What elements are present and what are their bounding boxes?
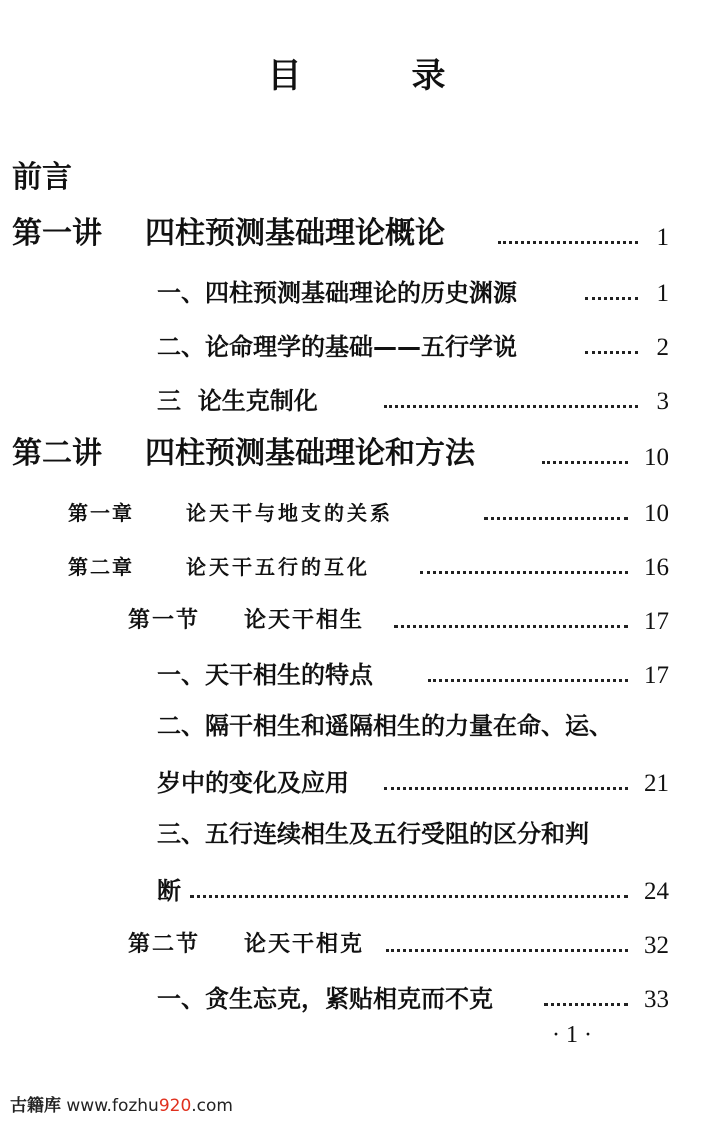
leader-dots: [420, 571, 628, 574]
page-number: 32: [644, 932, 669, 959]
toc-item[interactable]: [0, 646, 713, 690]
lecture-title: 四柱预测基础理论概论: [145, 216, 445, 251]
watermark-url-prefix: www.fozhu: [66, 1096, 159, 1116]
title-char-1: 目: [267, 56, 302, 96]
toc-item-line[interactable]: 二、隔干相生和遥隔相生的力量在命、运、: [157, 712, 613, 740]
leader-dots: [542, 461, 628, 464]
toc-preface[interactable]: 前言: [12, 160, 72, 195]
page-number: 17: [644, 608, 669, 635]
chapter-title: 论天干与地支的关系: [186, 501, 393, 525]
toc-section-2[interactable]: [0, 916, 713, 960]
toc-item[interactable]: [0, 862, 713, 906]
toc-item[interactable]: [0, 754, 713, 798]
leader-dots: [190, 895, 628, 898]
item-title: 三 论生克制化: [157, 387, 318, 415]
leader-dots: [484, 517, 628, 520]
section-number: 第二节: [128, 931, 201, 957]
toc-item[interactable]: [0, 318, 713, 362]
section-number: 第一节: [128, 607, 201, 633]
item-title: 一、贪生忘克，紧贴相克而不克: [157, 985, 493, 1013]
leader-dots: [394, 625, 628, 628]
page-number: 24: [644, 878, 669, 905]
leader-dots: [384, 787, 628, 790]
chapter-title: 论天干五行的互化: [186, 555, 370, 579]
leader-dots: [585, 351, 638, 354]
item-title-continued: 断: [157, 877, 181, 905]
chapter-number: 第二章: [68, 555, 134, 579]
watermark-url-suffix: .com: [191, 1096, 233, 1116]
page-number: 33: [644, 986, 669, 1013]
toc-lecture-2[interactable]: [0, 428, 713, 472]
page-number: 1: [656, 224, 669, 251]
page-number: 21: [644, 770, 669, 797]
leader-dots: [384, 405, 638, 408]
toc-item[interactable]: [0, 264, 713, 308]
leader-dots: [428, 679, 628, 682]
page-number: 3: [656, 388, 669, 415]
page-number: 16: [644, 554, 669, 581]
toc-lecture-1[interactable]: [0, 208, 713, 252]
toc-section-1[interactable]: [0, 592, 713, 636]
item-title: 二、论命理学的基础——五行学说: [157, 333, 517, 361]
item-title-continued: 岁中的变化及应用: [157, 769, 349, 797]
page-number: 17: [644, 662, 669, 689]
toc-item-line[interactable]: 三、五行连续相生及五行受阻的区分和判: [157, 820, 589, 848]
page-title: [0, 48, 713, 97]
leader-dots: [386, 949, 628, 952]
toc-chapter-1[interactable]: [0, 484, 713, 528]
page-number: 10: [644, 444, 669, 471]
item-title: 一、天干相生的特点: [157, 661, 373, 689]
page-number: 1: [656, 280, 669, 307]
leader-dots: [498, 241, 638, 244]
item-title: 一、四柱预测基础理论的历史渊源: [157, 279, 517, 307]
lecture-number: 第一讲: [12, 216, 102, 251]
lecture-title: 四柱预测基础理论和方法: [145, 436, 475, 471]
chapter-number: 第一章: [68, 501, 134, 525]
leader-dots: [544, 1003, 628, 1006]
page-number: 2: [656, 334, 669, 361]
section-title: 论天干相生: [244, 607, 365, 633]
section-title: 论天干相克: [244, 931, 365, 957]
leader-dots: [585, 297, 638, 300]
watermark-site-name: 古籍库: [10, 1096, 61, 1116]
title-char-2: 录: [411, 56, 446, 96]
toc-chapter-2[interactable]: [0, 538, 713, 582]
watermark-url-highlight: 920: [158, 1096, 192, 1116]
toc-item[interactable]: [0, 372, 713, 416]
toc-item[interactable]: [0, 970, 713, 1014]
site-watermark: [10, 1091, 233, 1116]
page-folio: · 1 ·: [552, 1022, 592, 1048]
page-number: 10: [644, 500, 669, 527]
lecture-number: 第二讲: [12, 436, 102, 471]
